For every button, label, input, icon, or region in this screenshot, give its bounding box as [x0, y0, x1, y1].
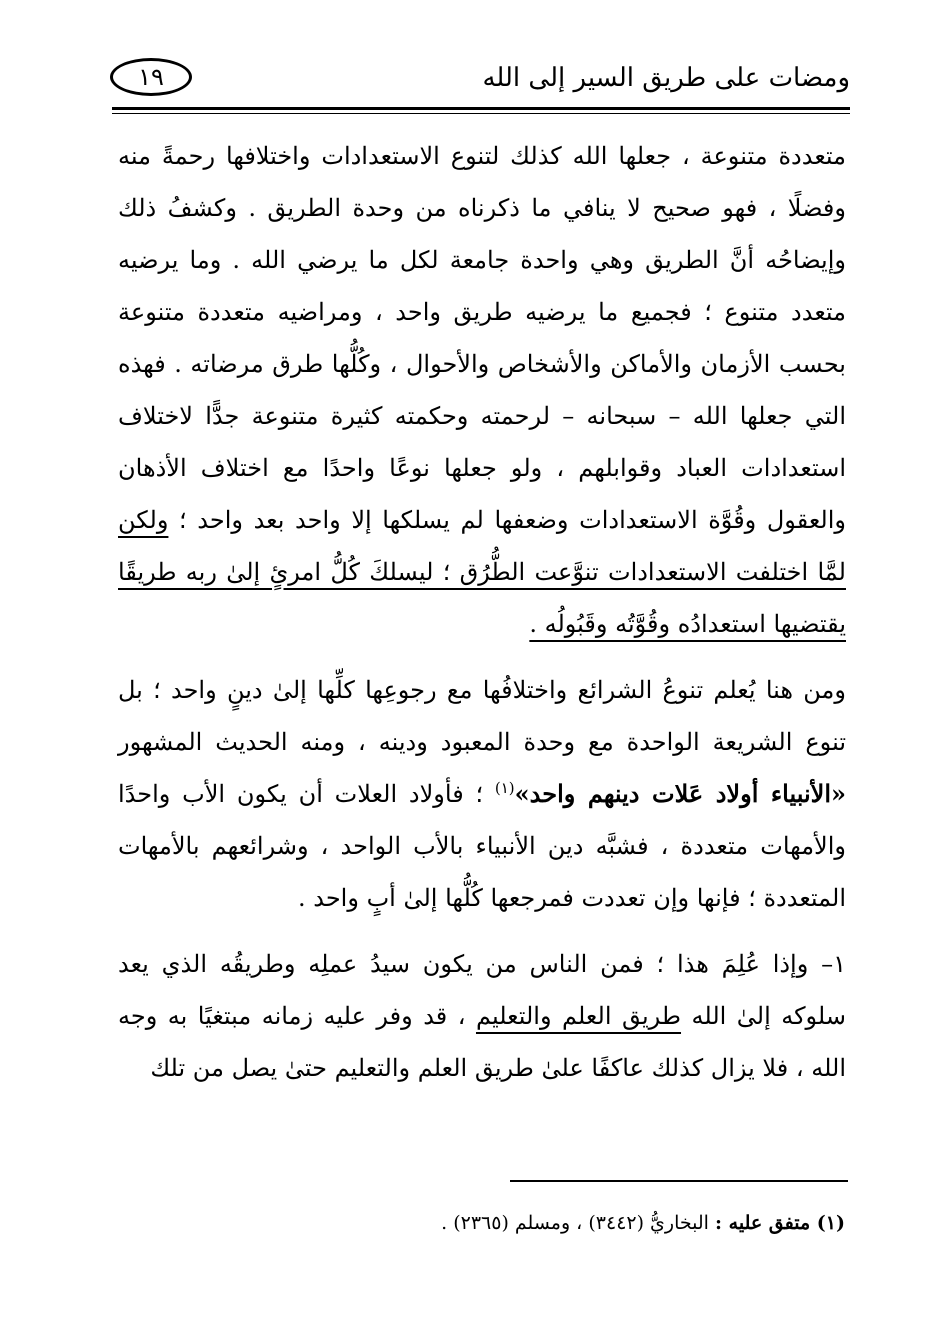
hadith-quote: «الأنبياء أولاد عَلات دينهم واحد»: [514, 779, 846, 808]
underlined-passage: ولكن لمَّا اختلفت الاستعدادات تنوَّعت الطُّرُق ؛ ليسلكَ كُلُّ امرئٍ إلىٰ ربه طريقًا يقتضيها استعدادُه وقُوَّتُه وقَبُولُه .: [118, 506, 846, 638]
footnote-1: [300, 1208, 845, 1238]
paragraph-3-text-start: ١– وإذا عُلِمَ هذا ؛ فمن الناس من يكون سيدُ عملِه وطريقُه الذي يعد سلوكه إلىٰ الله: [118, 950, 846, 1030]
paragraph-3: [118, 938, 846, 1094]
paragraph-3-text-end: ، قد وفر عليه زمانه مبتغيًا به وجه الله ، فلا يزال كذلك عاكفًا علىٰ طريق العلم والتعليم حتىٰ يصل من تلك: [118, 1002, 846, 1082]
header-rule-thin: [112, 113, 850, 114]
paragraph-2: [118, 664, 846, 924]
paragraph-1: [118, 130, 846, 650]
page-header: [110, 58, 850, 104]
footnote-separator: [510, 1180, 848, 1182]
footnote-label: (١) متفق عليه :: [715, 1212, 845, 1234]
running-title: ومضات على طريق السير إلى الله: [482, 63, 850, 93]
footnote-marker: (١): [494, 779, 515, 797]
paragraph-2-text-end: ؛ فأولاد العلات أن يكون الأب واحدًا والأمهات متعددة ، فشبَّه دين الأنبياء بالأب الواحد ، وشرائعهم بالأمهات المتعددة ؛ فإنها وإن تعددت فمرجعها كُلُّها إلىٰ أبٍ واحد .: [118, 780, 846, 912]
paragraph-1-text: متعددة متنوعة ، جعلها الله كذلك لتنوع الاستعدادات واختلافها رحمةً منه وفضلًا ، فهو صحيح لا ينافي ما ذكرناه من وحدة الطريق . وكشفُ ذلك وإيضاحُه أنَّ الطريق وهي واحدة جامعة لكل ما يرضي الله . وما يرضيه متعدد متنوع ؛ فجميع ما يرضيه طريق واحد ، ومراضيه متعددة متنوعة بحسب الأزمان والأماكن والأشخاص والأحوال ، وكُلُّها طرق مرضاته . فهذه التي جعلها الله – سبحانه – لرحمته وحكمته كثيرة متنوعة جدًّا لاختلاف استعدادات العباد وقوابلهم ، ولو جعلها نوعًا واحدًا مع اختلاف الأذهان والعقول وقُوَّة الاستعدادات وضعفها لم يسلكها إلا واحد بعد واحد ؛: [118, 142, 846, 534]
paragraph-2-text-start: ومن هنا يُعلم تنوعُ الشرائع واختلافُها مع رجوعِها كلِّها إلىٰ دينٍ واحد ؛ بل تنوع الشريعة الواحدة مع وحدة المعبود ودينه ، ومنه الحديث المشهور: [118, 676, 846, 756]
underlined-phrase: طريق العلم والتعليم: [475, 1002, 682, 1030]
page-number: ١٩: [110, 58, 192, 96]
footnote-text: البخاريُّ (٣٤٤٢) ، ومسلم (٢٣٦٥) .: [441, 1212, 709, 1234]
main-text: [118, 130, 846, 1094]
header-rule-thick: [112, 107, 850, 110]
